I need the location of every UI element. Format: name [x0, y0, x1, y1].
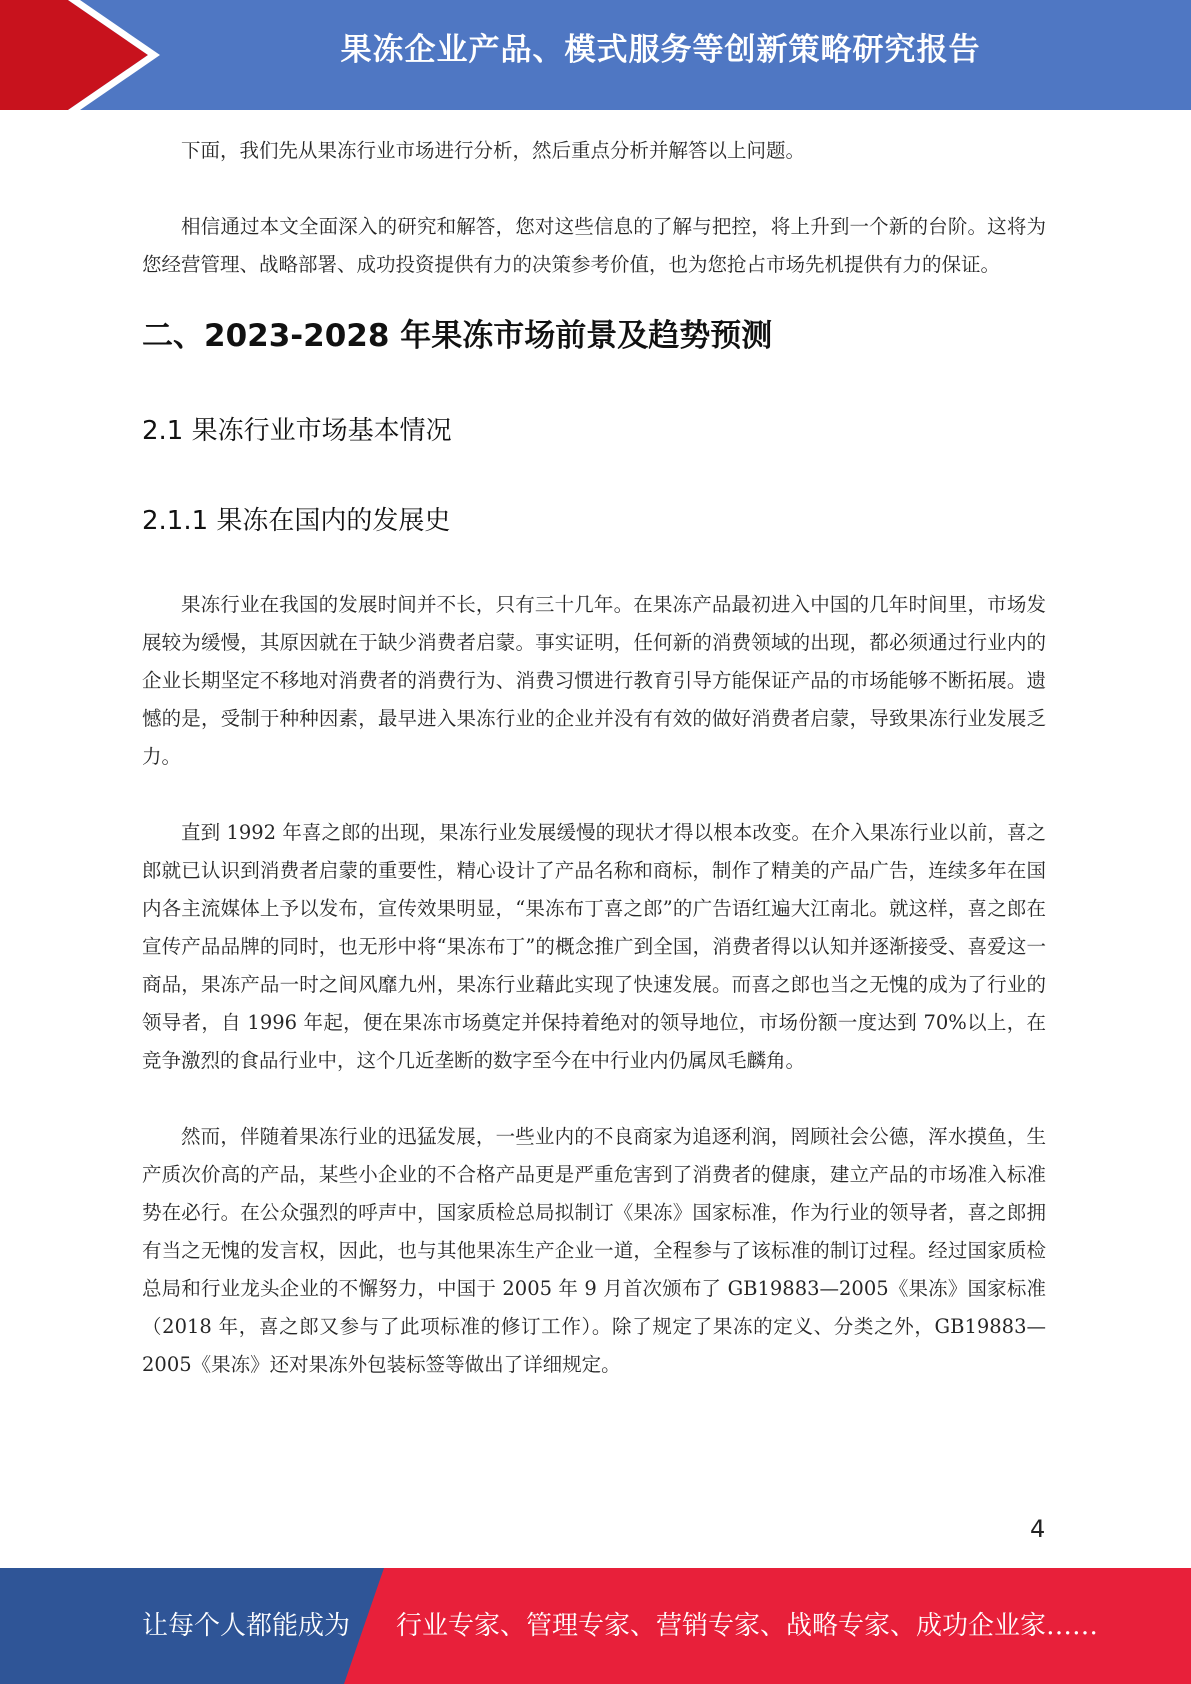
- body-paragraph-3: 然而，伴随着果冻行业的迅猛发展，一些业内的不良商家为追逐利润，罔顾社会公德，浑水摸鱼，生产质次价高的产品，某些小企业的不合格产品更是严重危害到了消费者的健康，建立产品的市场准入标准势在必行。在公众强烈的呼声中，国家质检总局拟制订《果冻》国家标准，作为行业的领导者，喜之郎拥有当之无愧的发言权，因此，也与其他果冻生产企业一道，全程参与了该标准的制订过程。经过国家质检总局和行业龙头企业的不懈努力，中国于 2005 年 9 月首次颁布了 GB19883—2005《果冻》国家标准（2018 年，喜之郎又参与了此项标准的修订工作）。除了规定了果冻的定义、分类之外，GB19883—2005《果冻》还对果冻外包装标签等做出了详细规定。: [142, 1125, 1046, 1376]
- body-paragraph-1: 果冻行业在我国的发展时间并不长，只有三十几年。在果冻产品最初进入中国的几年时间里，市场发展较为缓慢，其原因就在于缺少消费者启蒙。事实证明，任何新的消费领域的出现，都必须通过行业内的企业长期坚定不移地对消费者的消费行为、消费习惯进行教育引导方能保证产品的市场能够不断拓展。遗憾的是，受制于种种因素，最早进入果冻行业的企业并没有有效的做好消费者启蒙，导致果冻行业发展乏力。: [142, 593, 1046, 768]
- body-paragraph-2: 直到 1992 年喜之郎的出现，果冻行业发展缓慢的现状才得以根本改变。在介入果冻行业以前，喜之郎就已认识到消费者启蒙的重要性，精心设计了产品名称和商标，制作了精美的产品广告，连续多年在国内各主流媒体上予以发布，宣传效果明显，“果冻布丁喜之郎”的广告语红遍大江南北。就这样，喜之郎在宣传产品品牌的同时，也无形中将“果冻布丁”的概念推广到全国，消费者得以认知并逐渐接受、喜爱这一商品，果冻产品一时之间风靡九州，果冻行业藉此实现了快速发展。而喜之郎也当之无愧的成为了行业的领导者，自 1996 年起，便在果冻市场奠定并保持着绝对的领导地位，市场份额一度达到 70%以上，在竞争激烈的食品行业中，这个几近垄断的数字至今在中行业内仍属凤毛麟角。: [142, 821, 1046, 1072]
- footer-slogan-right: 行业专家、管理专家、营销专家、战略专家、成功企业家……: [396, 1611, 1099, 1641]
- intro-paragraph-2: 相信通过本文全面深入的研究和解答，您对这些信息的了解与把控，将上升到一个新的台阶。这将为您经营管理、战略部署、成功投资提供有力的决策参考价值，也为您抢占市场先机提供有力的保证。: [142, 215, 1046, 276]
- section-heading: 二、2023-2028 年果冻市场前景及趋势预测: [142, 318, 773, 354]
- page-header: [0, 0, 1191, 110]
- intro-paragraph-1: 下面，我们先从果冻行业市场进行分析，然后重点分析并解答以上问题。: [181, 139, 806, 162]
- report-title: 果冻企业产品、模式服务等创新策略研究报告: [340, 32, 981, 68]
- page-content: [142, 132, 1046, 1422]
- footer-slogan-left: 让每个人都能成为: [142, 1611, 351, 1641]
- page-number: 4: [1030, 1515, 1046, 1543]
- page-footer: [0, 1568, 1191, 1684]
- subsection-heading: 2.1 果冻行业市场基本情况: [142, 416, 452, 446]
- subsubsection-heading: 2.1.1 果冻在国内的发展史: [142, 506, 451, 536]
